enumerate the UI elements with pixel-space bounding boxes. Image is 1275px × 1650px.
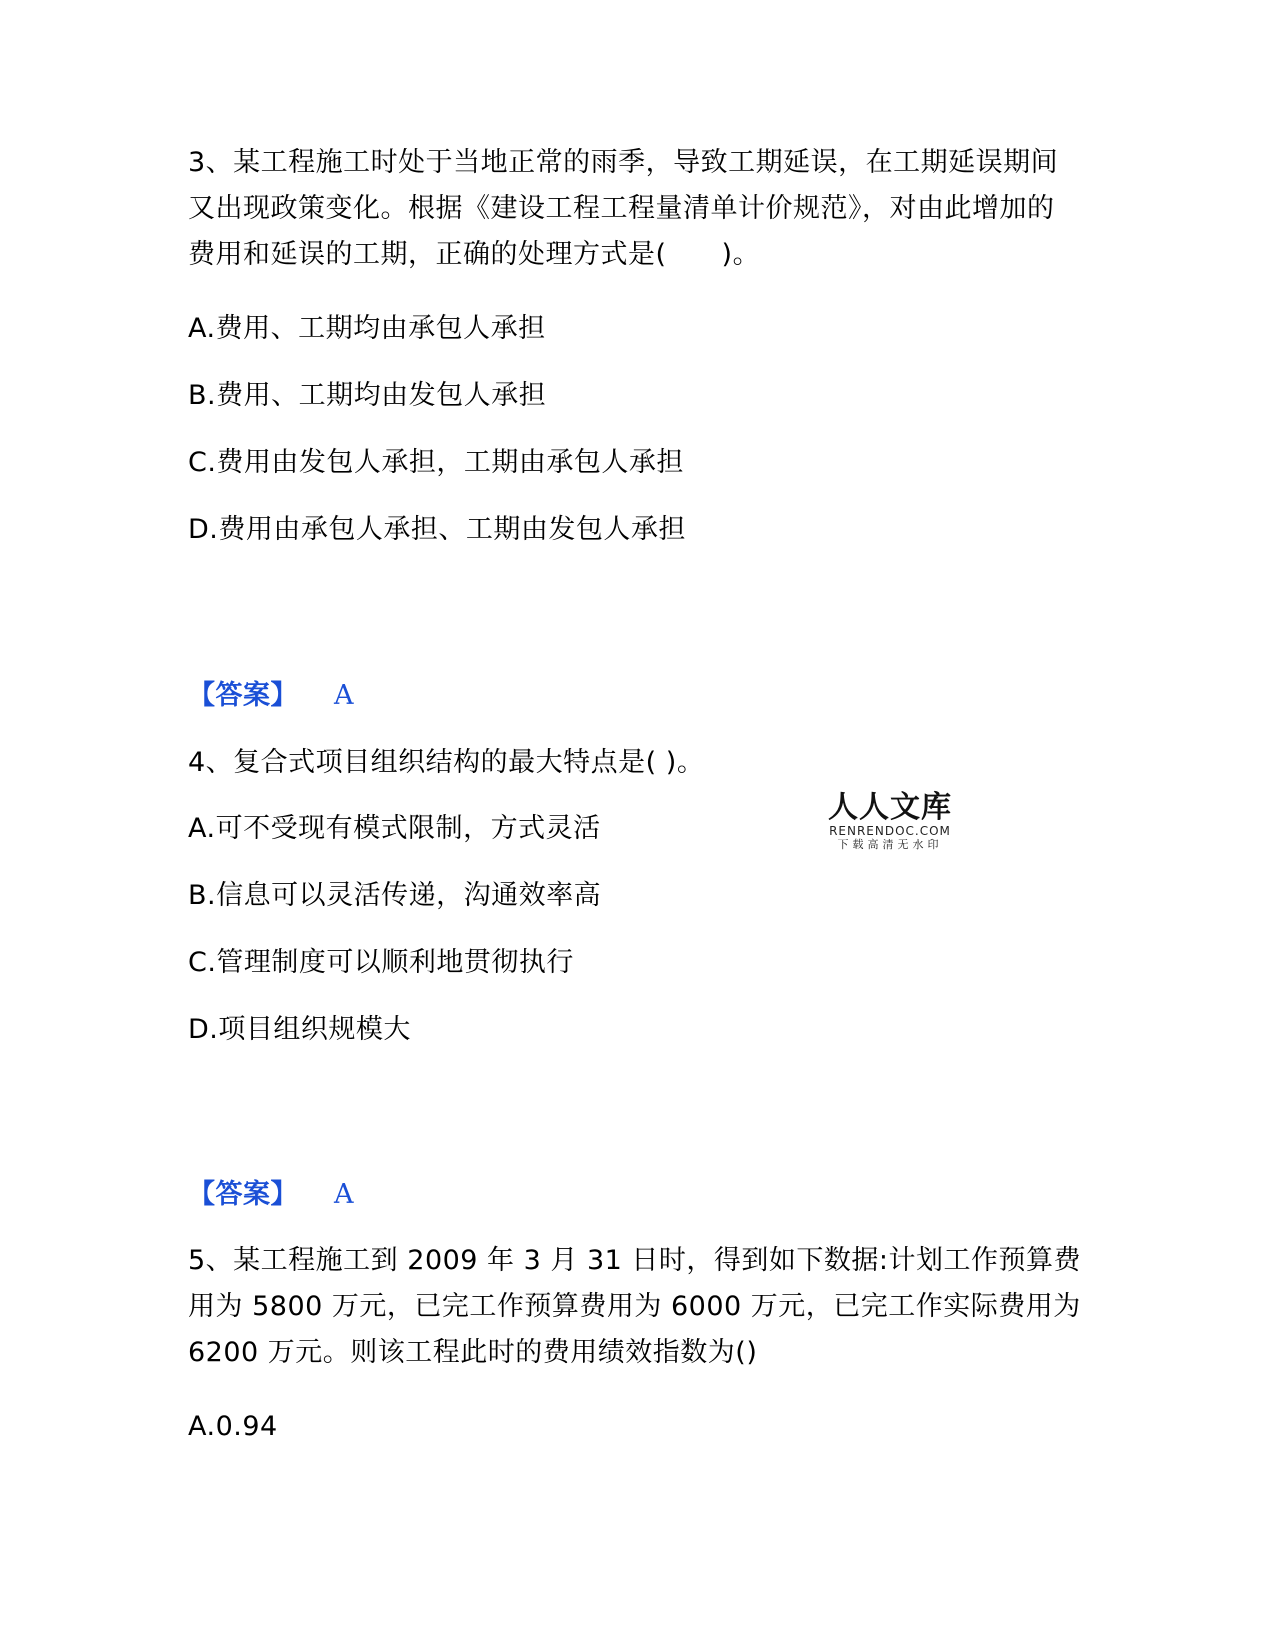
question-5-stem-line: 5、某工程施工到 2009 年 3 月 31 日时，得到如下数据:计划工作预算费 [188,1245,1082,1276]
question-4-option-d: D.项目组织规模大 [188,1014,411,1045]
question-5-option-a: A.0.94 [188,1411,278,1442]
question-4-stem [188,740,1088,786]
question-3-stem-line: 3、某工程施工时处于当地正常的雨季，导致工期延误，在工期延误期间 [188,147,1059,178]
question-4-option-a: A.可不受现有模式限制，方式灵活 [188,813,601,844]
question-3-stem [188,140,1088,278]
answer-value: A [334,1179,354,1210]
question-4-option-b: B.信息可以灵活传递，沟通效率高 [188,880,602,911]
answer-value: A [334,680,354,711]
watermark-title: 人人文库 [828,790,952,825]
answer-label: 【答案】 [188,680,298,711]
question-3-option-b: B.费用、工期均由发包人承担 [188,380,547,411]
question-3-option-a: A.费用、工期均由承包人承担 [188,313,546,344]
question-3-answer [188,673,354,719]
question-3-stem-line: 费用和延误的工期，正确的处理方式是( )。 [188,239,761,270]
question-4-stem-line: 4、复合式项目组织结构的最大特点是( )。 [188,747,705,778]
question-5-stem-line: 6200 万元。则该工程此时的费用绩效指数为() [188,1337,758,1368]
question-4-answer [188,1172,354,1218]
watermark-logo [825,792,955,851]
watermark-url: RENRENDOC.COM [829,824,951,838]
question-5-stem [188,1238,1088,1376]
question-3-stem-line: 又出现政策变化。根据《建设工程工程量清单计价规范》，对由此增加的 [188,193,1055,224]
watermark-subtitle: 下载高清无水印 [837,838,943,851]
question-4-option-c: C.管理制度可以顺利地贯彻执行 [188,947,574,978]
question-3-option-d: D.费用由承包人承担、工期由发包人承担 [188,514,686,545]
answer-label: 【答案】 [188,1179,298,1210]
question-5-stem-line: 用为 5800 万元，已完工作预算费用为 6000 万元，已完工作实际费用为 [188,1291,1081,1322]
question-3-option-c: C.费用由发包人承担，工期由承包人承担 [188,447,684,478]
